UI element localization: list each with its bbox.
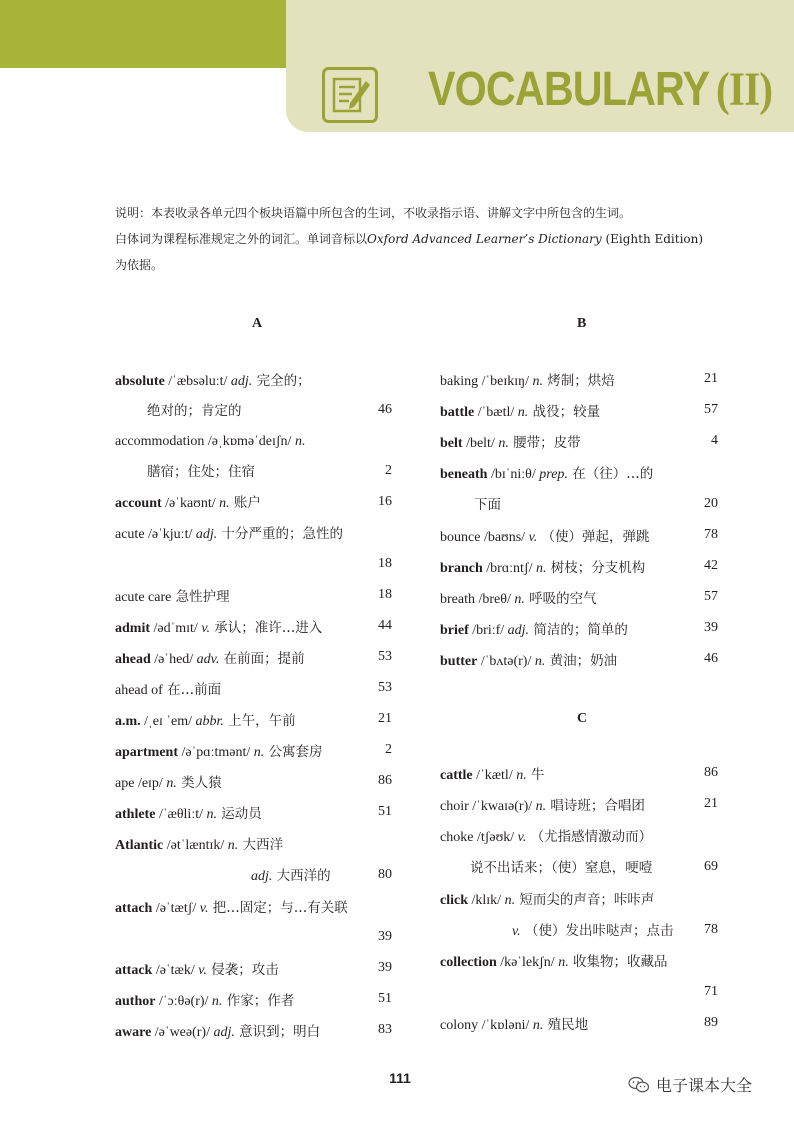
headword: breath [440, 592, 475, 607]
part-of-speech: n. [206, 807, 217, 822]
entry-accommodation [115, 432, 305, 452]
page-ref: 80 [378, 867, 392, 882]
headword: Atlantic [115, 838, 164, 853]
phonetic: /ˈkɒləni/ [478, 1018, 533, 1033]
note-line-1: 说明：本表收录各单元四个板块语篇中所包含的生词，不收录指示语、讲解文字中所包含的生词。 [115, 206, 632, 220]
phonetic: /ˈbeɪkɪŋ/ [478, 374, 533, 389]
watermark [628, 1073, 752, 1096]
page-ref: 2 [385, 463, 392, 478]
page-ref: 18 [378, 556, 392, 571]
phonetic: /ˈæbsəluːt/ [164, 374, 231, 389]
page-ref: 18 [378, 587, 392, 602]
page-ref: 2 [385, 742, 392, 757]
page-ref: 57 [704, 402, 718, 417]
headword: beneath [440, 467, 488, 482]
definition: 树枝；分支机构 [546, 560, 646, 576]
phonetic: /əˈkjuːt/ [144, 527, 196, 542]
phonetic: /eɪp/ [134, 776, 167, 791]
part-of-speech: n. [516, 768, 527, 783]
definition: 烤制；烘焙 [542, 373, 615, 389]
page-ref: 78 [704, 922, 718, 937]
headword: battle [440, 405, 475, 420]
note-line-2-text: 白体词为课程标准规定之外的词汇。单词音标以 [115, 232, 368, 246]
definition: 类人猿 [176, 775, 222, 791]
phonetic: /əˌkɒməˈdeɪʃn/ [204, 434, 295, 449]
headword: butter [440, 654, 478, 669]
headword: belt [440, 436, 463, 451]
entry-breath [440, 589, 597, 610]
page-ref: 46 [704, 651, 718, 666]
headword: baking [440, 374, 479, 389]
definition: 腰带；皮带 [508, 435, 581, 451]
entry-click [440, 890, 654, 911]
page-ref: 51 [378, 991, 392, 1006]
entry-attach [115, 898, 348, 919]
entry-choke [440, 827, 652, 848]
notebook-pencil-icon [322, 67, 378, 123]
explanatory-note [115, 200, 725, 278]
page-ref: 21 [704, 371, 718, 386]
wechat-logo-icon [628, 1076, 650, 1094]
page-ref: 39 [704, 620, 718, 635]
part-of-speech: n. [536, 561, 547, 576]
entry-apartment [115, 742, 323, 763]
entry-absolute-cont [147, 401, 242, 422]
headword: branch [440, 561, 483, 576]
entry-absolute [115, 371, 311, 392]
section-header-b: B [577, 316, 587, 331]
part-of-speech: adj. [230, 374, 253, 389]
phonetic: /əˈpɑːtmənt/ [178, 745, 254, 760]
part-of-speech: adj. [213, 1025, 235, 1040]
watermark-text: 电子课本大全 [656, 1076, 753, 1095]
headword: apartment [115, 745, 178, 760]
entry-am [115, 711, 296, 732]
phonetic: /briːf/ [468, 623, 508, 638]
definition: 殖民地 [543, 1017, 589, 1033]
note-line-3: 为依据。 [115, 258, 164, 272]
headword: colony [440, 1018, 479, 1033]
part-of-speech: prep. [539, 467, 568, 482]
entry-ahead-of [115, 680, 221, 701]
page-ref: 44 [378, 618, 392, 633]
definition: 大西洋 [238, 837, 284, 853]
headword: aware [115, 1025, 152, 1040]
page-ref: 71 [704, 984, 718, 999]
phonetic: /ˈɔːθə(r)/ [155, 994, 212, 1009]
entry-ahead [115, 649, 305, 670]
entry-acute [115, 524, 343, 545]
entry-account [115, 493, 261, 514]
page-ref: 21 [378, 711, 392, 726]
definition: 十分严重的；急性的 [217, 526, 344, 542]
phonetic: /belt/ [462, 436, 499, 451]
definition: 战役；较量 [528, 404, 601, 420]
page-ref: 39 [378, 960, 392, 975]
entry-beneath-cont [474, 495, 501, 516]
phonetic: /ˈkætl/ [472, 768, 517, 783]
headword: ape [115, 776, 135, 791]
entry-accommodation-cont [147, 462, 255, 483]
definition: 急性护理 [171, 589, 230, 605]
phonetic: /kəˈlekʃn/ [496, 955, 559, 970]
entry-collection [440, 952, 667, 973]
page-ref: 42 [704, 558, 718, 573]
definition: 意识到；明白 [234, 1024, 321, 1040]
entry-belt [440, 433, 581, 454]
entry-butter [440, 651, 617, 672]
phonetic: /əˈtætʃ/ [152, 901, 200, 916]
part-of-speech: adv. [196, 652, 220, 667]
definition: 在前面；提前 [219, 651, 305, 667]
definition: 下面 [474, 497, 501, 513]
entry-acute-care [115, 587, 230, 608]
page-ref: 20 [704, 496, 718, 511]
entry-branch [440, 558, 645, 579]
entry-atlantic [115, 835, 283, 856]
entry-author [115, 991, 294, 1012]
phonetic: /ˌeɪ ˈem/ [140, 714, 196, 729]
part-of-speech: n. [504, 893, 516, 908]
headword: acute [115, 527, 145, 542]
part-of-speech: n. [532, 374, 543, 389]
part-of-speech: v. [517, 830, 527, 845]
definition: 上午，午前 [223, 713, 296, 729]
phonetic: /əˈhed/ [150, 652, 197, 667]
page-ref: 51 [378, 804, 392, 819]
definition: 短而尖的声音；咔咔声 [515, 892, 655, 908]
part-of-speech: adj. [507, 623, 530, 638]
headword: account [115, 496, 162, 511]
entry-baking [440, 371, 615, 392]
part-of-speech: n. [227, 838, 239, 853]
page-ref: 53 [378, 649, 392, 664]
part-of-speech: v. [199, 901, 209, 916]
header-accent-band [0, 0, 290, 68]
page-ref: 4 [711, 433, 718, 448]
headword: ahead of [115, 683, 163, 698]
entry-attack [115, 960, 279, 981]
entry-choir [440, 796, 645, 817]
definition: 完全的； [252, 373, 311, 389]
entry-admit [115, 618, 322, 639]
definition: 承认；准许…进入 [210, 620, 323, 636]
page-ref: 46 [378, 402, 392, 417]
phonetic: /ˈbʌtə(r)/ [477, 654, 535, 669]
page-ref: 39 [378, 929, 392, 944]
entry-atlantic-adj [251, 866, 331, 887]
phonetic: /ədˈmɪt/ [150, 621, 202, 636]
part-of-speech: n. [219, 496, 230, 511]
phonetic: /bɪˈniːθ/ [487, 467, 540, 482]
phonetic: /breθ/ [474, 592, 515, 607]
part-of-speech: n. [211, 994, 223, 1009]
part-of-speech: n. [558, 955, 569, 970]
page-ref: 57 [704, 589, 718, 604]
page-title [428, 62, 772, 117]
entry-colony [440, 1015, 588, 1036]
entry-aware [115, 1022, 320, 1043]
phonetic: /baʊns/ [480, 530, 529, 545]
definition: 在（往）…的 [567, 466, 654, 482]
definition: 公寓套房 [264, 744, 323, 760]
definition: 作家；作者 [222, 993, 295, 1009]
definition: 在…前面 [162, 682, 222, 698]
phonetic: /ˈbætl/ [474, 405, 518, 420]
phonetic: /klɪk/ [468, 893, 505, 908]
part-of-speech: n. [514, 592, 525, 607]
headword: bounce [440, 530, 481, 545]
part-of-speech: v. [201, 621, 211, 636]
phonetic: /əˈweə(r)/ [151, 1025, 214, 1040]
entry-battle [440, 402, 600, 423]
headword: accommodation [115, 434, 205, 449]
section-header-a: A [252, 316, 263, 331]
definition: 运动员 [216, 806, 262, 822]
definition: （尤指感情激动而） [526, 829, 653, 845]
part-of-speech: n. [166, 776, 177, 791]
part-of-speech: abbr. [195, 714, 224, 729]
page-ref: 16 [378, 494, 392, 509]
page-number: 111 [389, 1070, 411, 1086]
definition: 唱诗班；合唱团 [546, 798, 645, 814]
headword: brief [440, 623, 469, 638]
headword: click [440, 893, 468, 908]
page-ref: 86 [704, 765, 718, 780]
definition: 膳宿；住处；住宿 [147, 464, 255, 480]
definition: 黄油；奶油 [545, 653, 618, 669]
entry-cattle [440, 765, 545, 786]
headword: attack [115, 963, 153, 978]
title-text: VOCABULARY [428, 63, 710, 116]
part-of-speech: n. [498, 436, 509, 451]
page-ref: 78 [704, 527, 718, 542]
headword: author [115, 994, 156, 1009]
page-ref: 69 [704, 859, 718, 874]
definition: 呼吸的空气 [524, 591, 597, 607]
phonetic: /tʃəʊk/ [473, 830, 518, 845]
part-of-speech: v. [512, 924, 521, 939]
headword: ahead [115, 652, 151, 667]
entry-brief [440, 620, 628, 641]
part-of-speech: v. [528, 530, 538, 545]
definition: 大西洋的 [272, 868, 331, 884]
dictionary-title: Oxford Advanced Learner’s Dictionary [367, 232, 602, 246]
part-of-speech: v. [198, 963, 207, 978]
page-ref: 53 [378, 680, 392, 695]
headword: athlete [115, 807, 156, 822]
part-of-speech: n. [253, 745, 265, 760]
part-of-speech: n. [534, 654, 546, 669]
headword: admit [115, 621, 150, 636]
page-ref: 86 [378, 773, 392, 788]
definition: 牛 [526, 767, 545, 783]
phonetic: /ətˈlæntɪk/ [163, 838, 228, 853]
definition: 把…固定；与…有关联 [208, 900, 348, 916]
headword: collection [440, 955, 497, 970]
headword: choir [440, 799, 469, 814]
dictionary-edition: (Eighth Edition) [601, 232, 704, 246]
section-header-c: C [577, 711, 588, 726]
entry-click-verb [512, 921, 673, 942]
title-volume: (II) [716, 63, 773, 116]
headword: choke [440, 830, 474, 845]
definition: （使）弹起，弹跳 [537, 529, 650, 545]
definition: 收集物；收藏品 [568, 954, 668, 970]
entry-ape [115, 773, 222, 794]
part-of-speech: n. [532, 1018, 544, 1033]
phonetic: /əˈtæk/ [152, 963, 199, 978]
headword: a.m. [115, 714, 141, 729]
entry-beneath [440, 464, 653, 485]
phonetic: /ˈæθliːt/ [155, 807, 207, 822]
phonetic: /əˈkaʊnt/ [161, 496, 220, 511]
definition: （使）发出咔哒声；点击 [520, 923, 674, 939]
note-line-2 [115, 226, 725, 252]
part-of-speech: n. [517, 405, 529, 420]
entry-choke-cont [470, 858, 652, 879]
definition: 绝对的；肯定的 [147, 403, 242, 419]
part-of-speech: n. [535, 799, 547, 814]
definition: 侵袭；攻击 [206, 962, 279, 978]
page-ref: 21 [704, 796, 718, 811]
entry-bounce [440, 527, 650, 548]
part-of-speech: adj. [251, 869, 273, 884]
page-ref: 83 [378, 1022, 392, 1037]
headword: cattle [440, 768, 473, 783]
entry-athlete [115, 804, 262, 825]
headword: absolute [115, 374, 165, 389]
part-of-speech: n. [294, 434, 306, 449]
definition: 简洁的；简单的 [529, 622, 628, 638]
part-of-speech: adj. [195, 527, 218, 542]
definition: 说不出话来；（使）窒息，哽噎 [470, 860, 653, 876]
headword: attach [115, 901, 153, 916]
phonetic: /brɑːntʃ/ [482, 561, 537, 576]
headword: acute care [115, 590, 172, 605]
page-ref: 89 [704, 1015, 718, 1030]
definition: 账户 [229, 495, 261, 511]
phonetic: /ˈkwaɪə(r)/ [468, 799, 536, 814]
